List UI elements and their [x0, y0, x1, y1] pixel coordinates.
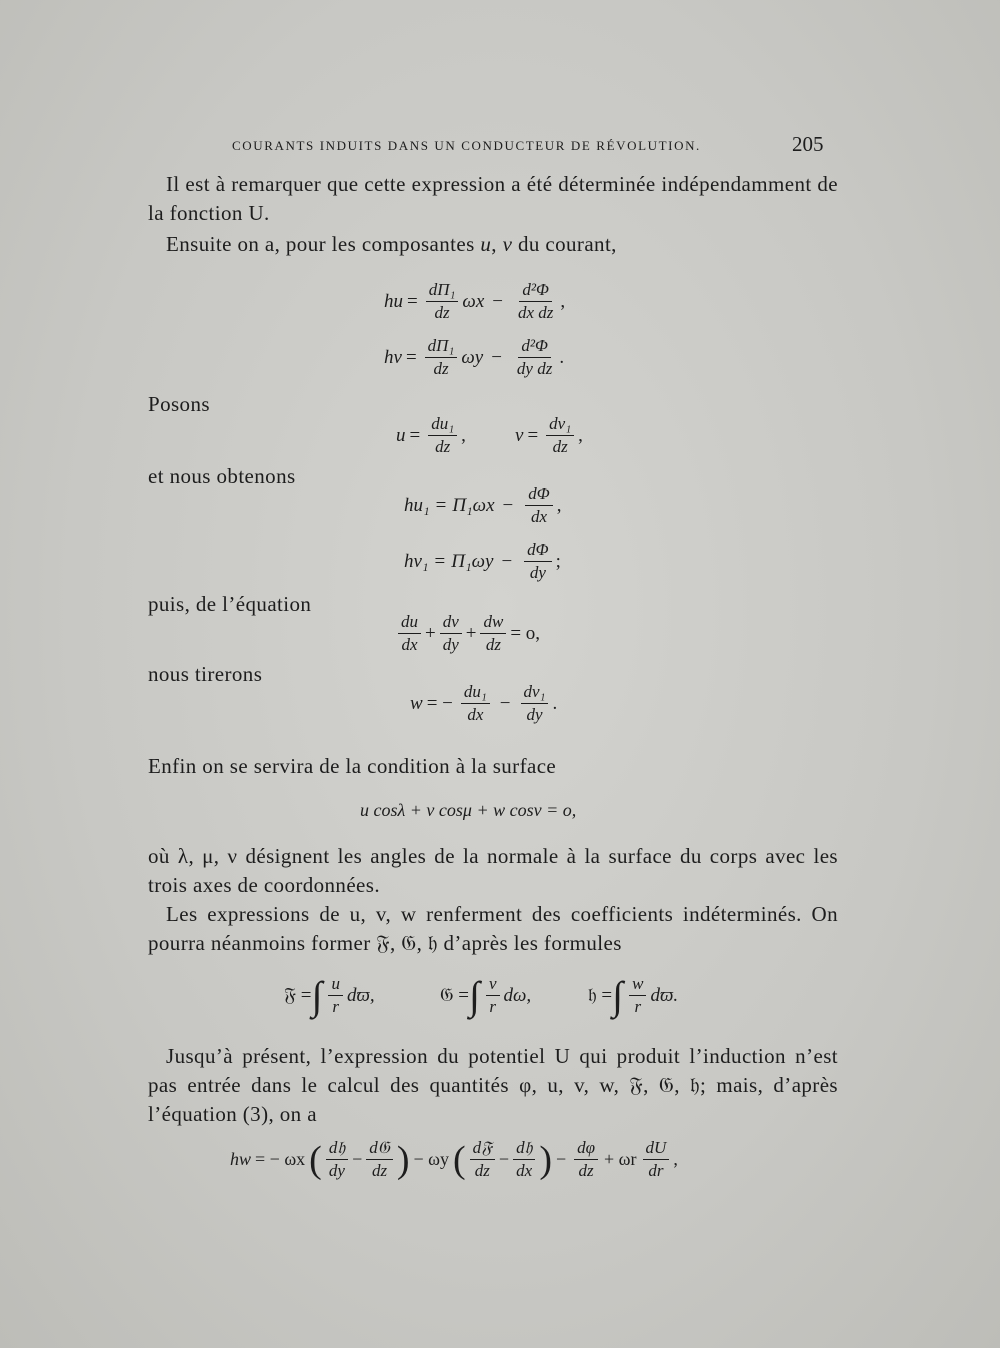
fraction [440, 612, 462, 655]
fraction-denominator: dy [526, 705, 543, 724]
fraction-numerator: u [328, 974, 343, 996]
paragraph-potentiel: Jusqu’à présent, l’expression du potentiel U qui produit l’induction n’est pas entrée dans le calcul des quantités φ, u, v, w, 𝔉, 𝔊, 𝔥; mais, d’après l’équation (3), on a [148, 1044, 838, 1126]
fraction-numerator: v [486, 974, 500, 996]
eq-operator: − [502, 494, 514, 516]
fraction [521, 682, 549, 725]
fraction [486, 974, 500, 1017]
fraction-denominator: dz [578, 1161, 594, 1180]
eq-lhs: hv [384, 346, 402, 368]
fraction [326, 1138, 348, 1181]
eq-lhs: w [410, 692, 423, 714]
eq-punct: ; [555, 550, 561, 572]
fraction-denominator: r [332, 997, 340, 1016]
fraction-denominator: dx [401, 635, 418, 654]
equation-hv [384, 336, 564, 379]
eq-operator: − [491, 346, 502, 368]
paren-right: ) [396, 1138, 410, 1181]
fraction-denominator: dy [328, 1161, 345, 1180]
eq-sign: = [527, 424, 539, 446]
eq-operator: − [501, 550, 513, 572]
integral-sign: ∫ [311, 973, 323, 1018]
eq-operator: − [499, 692, 511, 714]
fraction-denominator: r [489, 997, 497, 1016]
integral-sign: ∫ [612, 973, 624, 1018]
integral-sign: ∫ [468, 973, 480, 1018]
fraction-denominator: dy [442, 635, 459, 654]
fraction-numerator: dv₁ [521, 682, 549, 704]
eq-punct: , [461, 424, 466, 446]
fraction-numerator: dΦ [524, 540, 551, 562]
fraction-numerator: d𝔥 [326, 1138, 348, 1160]
eq-punct: . [552, 692, 558, 714]
label-equation: puis, de l’équation [148, 592, 312, 616]
fraction-numerator: dΠ₁ [425, 336, 458, 358]
fraction-numerator: du [398, 612, 421, 634]
fraction [428, 414, 457, 457]
fraction-numerator: dΦ [525, 484, 552, 506]
fraction-numerator: du₁ [461, 682, 490, 704]
fraction-numerator: dv [440, 612, 462, 634]
running-head: COURANTS INDUITS DANS UN CONDUCTEUR DE RÉVOLUTION. [232, 138, 701, 153]
eq-operator: − [555, 1149, 567, 1169]
fraction-numerator: du₁ [428, 414, 457, 436]
equation-F [284, 972, 375, 1019]
fraction [425, 336, 458, 379]
fraction-denominator: dz [433, 359, 449, 378]
equation-divergence [394, 612, 540, 655]
eq-term: ωx [462, 290, 485, 312]
eq-lhs: v [515, 424, 524, 446]
eq-lhs: u [396, 424, 406, 446]
fraction [328, 974, 343, 1017]
eq-lhs: 𝔉 = [284, 984, 312, 1006]
eq-lhs: 𝔥 = [588, 984, 613, 1006]
fraction-denominator: dz [371, 1161, 388, 1180]
eq-term: ωy [461, 346, 484, 368]
text-span: du courant, [512, 232, 617, 256]
fraction [480, 612, 506, 655]
eq-punct: , [578, 424, 583, 446]
fraction-numerator: dφ [574, 1138, 598, 1160]
eq-lhs: hu₁ [404, 494, 430, 516]
fraction-denominator: dx dz [517, 303, 554, 322]
eq-term: Π₁ωx [452, 494, 495, 516]
eq-term: dϖ. [650, 984, 679, 1006]
paren-left: ( [452, 1138, 466, 1181]
fraction-numerator: d𝔉 [470, 1138, 495, 1160]
paragraph-angles: où λ, μ, ν désignent les angles de la normale à la surface du corps avec les trois axes de coordonnées. [148, 844, 838, 897]
fraction-numerator: w [629, 974, 646, 996]
paragraph-expressions: Les expressions de u, v, w renferment des coefficients indéterminés. On pourra néanmoins former 𝔉, 𝔊, 𝔥 d’après les formules [148, 902, 838, 955]
paragraph-expression-remark: Il est à remarquer que cette expression a été déterminée indépendamment de la fonction U. [148, 172, 838, 225]
paragraph-enfin: Enfin on se servira de la condition à la surface [148, 754, 557, 778]
eq-sign: = − [426, 692, 453, 714]
eq-lhs: hv₁ [404, 550, 429, 572]
fraction [470, 1138, 495, 1181]
equation-hw [230, 1138, 678, 1181]
eq-sign: = [409, 424, 421, 446]
eq-lhs: hu [384, 290, 403, 312]
fraction [643, 1138, 670, 1181]
text-span: Ensuite on a, pour les composantes [166, 232, 481, 256]
eq-rhs: = o, [510, 622, 541, 644]
fraction [515, 280, 556, 323]
fraction-numerator: d𝔊 [366, 1138, 393, 1160]
fraction-numerator: dw [480, 612, 506, 634]
fraction-denominator: dx [467, 705, 484, 724]
var-u: u [480, 232, 492, 256]
label-tirerons: nous tirerons [148, 662, 263, 686]
eq-operator: − [498, 1149, 510, 1169]
eq-punct: . [559, 346, 565, 368]
fraction-denominator: dy dz [516, 359, 553, 378]
fraction-denominator: dy [529, 563, 546, 582]
equation-H [588, 972, 678, 1019]
eq-lhs: 𝔊 = [440, 984, 469, 1006]
eq-sign: = [435, 494, 447, 516]
fraction-denominator: dz [485, 635, 501, 654]
equation-v-def [515, 414, 583, 457]
fraction-denominator: dr [648, 1161, 664, 1180]
fraction-numerator: dv₁ [546, 414, 574, 436]
fraction [461, 682, 490, 725]
equation-G [440, 972, 531, 1019]
fraction-numerator: dU [643, 1138, 670, 1160]
eq-punct: , [673, 1149, 678, 1169]
eq-sign: = [405, 346, 417, 368]
label-obtenons: et nous obtenons [148, 464, 296, 488]
eq-term: dω, [503, 984, 532, 1006]
equation-w [410, 682, 557, 725]
fraction-numerator: dΠ₁ [426, 280, 459, 302]
equation-u-def [396, 414, 466, 457]
eq-operator: − [492, 290, 503, 312]
fraction-numerator: d²Φ [519, 280, 552, 302]
paren-right: ) [539, 1138, 552, 1181]
paren-left: ( [309, 1138, 322, 1181]
fraction [366, 1138, 393, 1181]
fraction [574, 1138, 598, 1181]
fraction-denominator: dz [474, 1161, 490, 1180]
eq-term: = − ωx [255, 1149, 306, 1169]
eq-operator: + [465, 622, 477, 644]
equation-hu1 [404, 484, 561, 527]
fraction-denominator: dx [516, 1161, 533, 1180]
eq-punct: , [556, 494, 562, 516]
eq-operator: − [352, 1149, 363, 1169]
eq-term: Π₁ωy [451, 550, 494, 572]
fraction [524, 540, 551, 583]
eq-term: − ωy [413, 1149, 449, 1169]
fraction-numerator: d𝔥 [513, 1138, 535, 1160]
fraction [514, 336, 555, 379]
fraction-denominator: dz [552, 437, 568, 456]
fraction-denominator: r [634, 997, 642, 1016]
var-v: v [502, 232, 513, 256]
eq-sign: = [407, 290, 418, 312]
eq-operator: + [425, 622, 436, 644]
equation-hv1 [404, 540, 561, 583]
equation-hu [384, 280, 565, 323]
fraction [513, 1138, 535, 1181]
fraction [398, 612, 421, 655]
fraction-denominator: dz [434, 303, 450, 322]
equation-surface: u cosλ + v cosμ + w cosν = o, [360, 800, 577, 820]
page-number: 205 [792, 132, 824, 156]
fraction-denominator: dx [530, 507, 547, 526]
fraction [426, 280, 459, 323]
eq-term: + ωr [604, 1149, 637, 1169]
fraction [546, 414, 574, 457]
eq-punct: , [560, 290, 566, 312]
text-span: , [491, 232, 503, 256]
fraction [525, 484, 552, 527]
label-posons: Posons [148, 392, 210, 416]
eq-term: dϖ, [346, 984, 375, 1006]
fraction-numerator: d²Φ [518, 336, 551, 358]
fraction [629, 974, 646, 1017]
fraction-denominator: dz [435, 437, 451, 456]
paragraph-components [148, 230, 838, 259]
eq-lhs: hw [230, 1149, 252, 1169]
eq-sign: = [434, 550, 446, 572]
